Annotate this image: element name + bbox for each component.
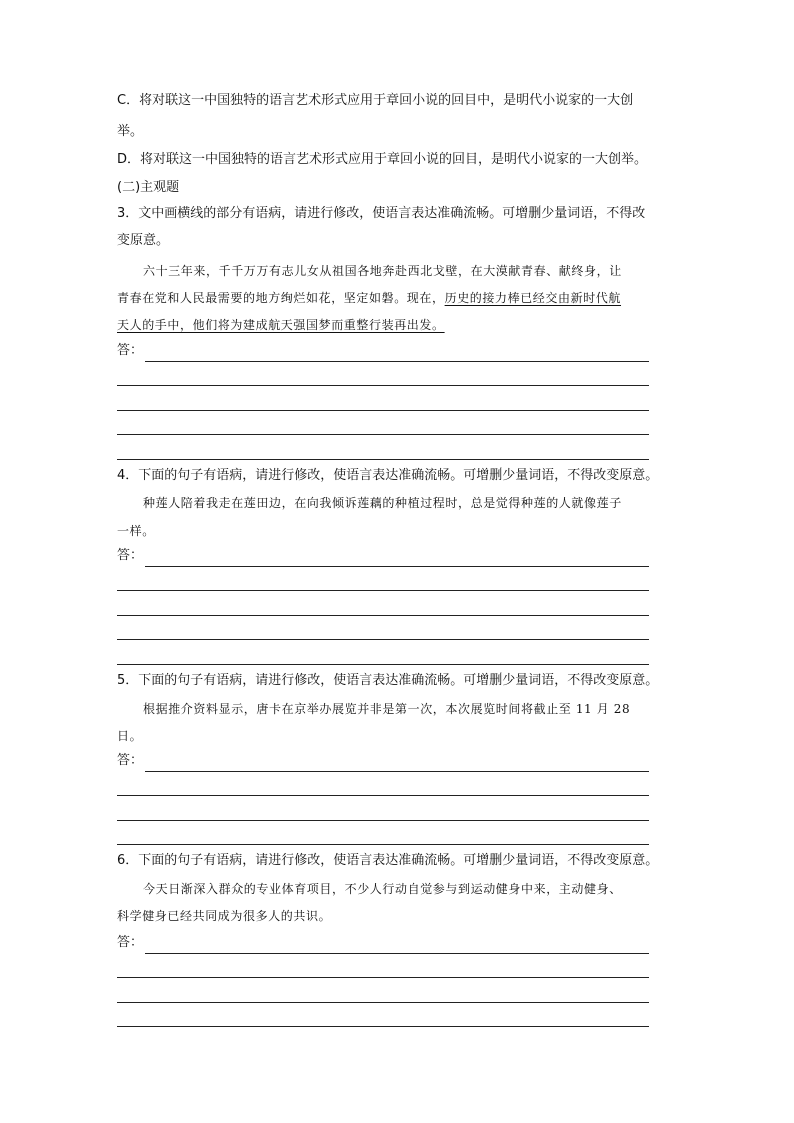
answer-line[interactable] (117, 981, 687, 1006)
q3-passage-line-2 (117, 289, 621, 307)
q3-passage-underlined-1: 历史的接力棒已经交由新时代航 (444, 291, 622, 305)
answer-line[interactable] (117, 340, 687, 365)
q5-answer-area[interactable] (117, 750, 687, 848)
q6-answer-area[interactable] (117, 932, 687, 1030)
answer-line[interactable] (117, 619, 687, 644)
answer-line[interactable] (117, 365, 687, 390)
q3-passage-underlined-2: 天人的手中，他们将为建成航天强国梦而重整行装再出发。 (117, 318, 445, 332)
q3-passage-plain: 青春在党和人民最需要的地方绚烂如花，坚定如磐。现在， (117, 291, 445, 305)
answer-line[interactable] (117, 957, 687, 982)
q3-prompt-line-1: 3．文中画横线的部分有语病，请进行修改，使语言表达准确流畅。可增删少量词语，不得改 (117, 206, 646, 221)
q5-passage-line-1: 根据推介资料显示，唐卡在京举办展览并非是第一次，本次展览时间将截止至 11 月 28 (143, 702, 631, 716)
answer-line[interactable] (117, 438, 687, 463)
q5-passage-line-2: 日。 (117, 729, 143, 743)
answer-line[interactable] (117, 799, 687, 824)
q4-prompt: 4．下面的句子有语病，请进行修改，使语言表达准确流畅。可增删少量词语，不得改变原意。 (117, 468, 659, 483)
q3-answer-area[interactable] (117, 340, 687, 463)
q3-passage-line-1: 六十三年来，千千万万有志儿女从祖国各地奔赴西北戈壁，在大漠献青春、献终身，让 (143, 264, 622, 278)
option-c-line-1: C．将对联这一中国独特的语言艺术形式应用于章回小说的回目中，是明代小说家的一大创 (117, 93, 634, 108)
section-heading: (二)主观题 (117, 180, 180, 195)
q6-passage-line-2: 科学健身已经共同成为很多人的共识。 (117, 909, 332, 923)
answer-line[interactable] (117, 414, 687, 439)
option-d: D．将对联这一中国独特的语言艺术形式应用于章回小说的回目，是明代小说家的一大创举。 (117, 152, 648, 167)
q4-answer-area[interactable] (117, 545, 687, 668)
answer-label: 答： (117, 934, 144, 950)
answer-label: 答： (117, 342, 144, 358)
option-c-line-2: 举。 (117, 124, 144, 139)
q3-prompt-line-2: 变原意。 (117, 233, 170, 248)
answer-line[interactable] (117, 389, 687, 414)
answer-line[interactable] (117, 1006, 687, 1031)
answer-line[interactable] (117, 594, 687, 619)
answer-line[interactable] (117, 545, 687, 570)
answer-label: 答： (117, 547, 144, 563)
answer-line[interactable] (117, 570, 687, 595)
q5-prompt: 5．下面的句子有语病，请进行修改，使语言表达准确流畅。可增删少量词语，不得改变原意。 (117, 673, 659, 688)
q6-prompt: 6．下面的句子有语病，请进行修改，使语言表达准确流畅。可增删少量词语，不得改变原意。 (117, 853, 659, 868)
answer-line[interactable] (117, 932, 687, 957)
answer-line[interactable] (117, 824, 687, 849)
answer-line[interactable] (117, 643, 687, 668)
answer-label: 答： (117, 752, 144, 768)
q4-passage-line-1: 种莲人陪着我走在莲田边，在向我倾诉莲藕的种植过程时，总是觉得种莲的人就像莲子 (143, 496, 622, 510)
q4-passage-line-2: 一样。 (117, 524, 155, 538)
answer-line[interactable] (117, 750, 687, 775)
q6-passage-line-1: 今天日渐深入群众的专业体育项目，不少人行动自觉参与到运动健身中来，主动健身、 (143, 882, 622, 896)
answer-line[interactable] (117, 775, 687, 800)
